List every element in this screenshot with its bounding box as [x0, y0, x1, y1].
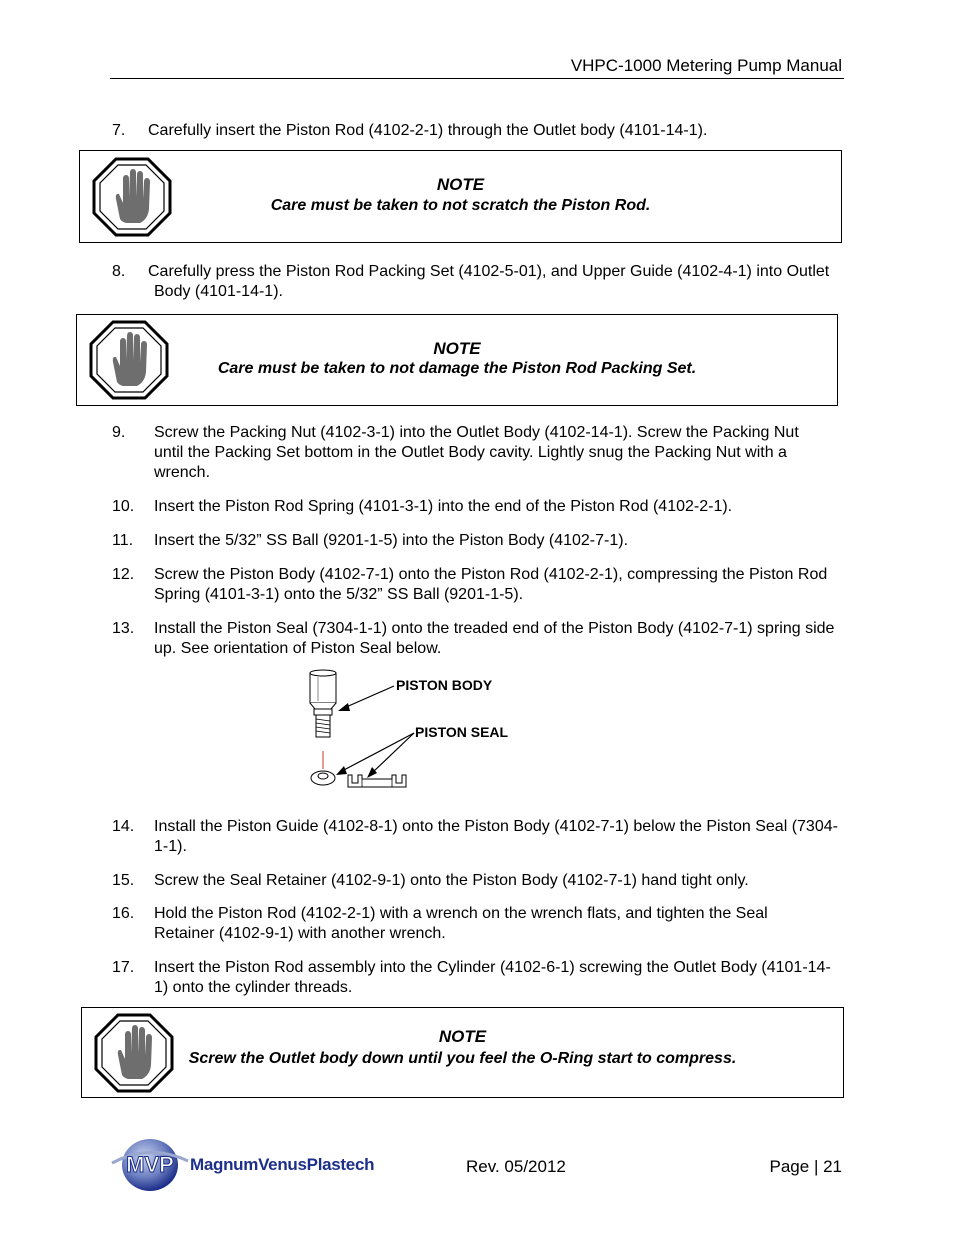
- step-9: [112, 423, 832, 483]
- note-box-3: [81, 1007, 844, 1098]
- piston-seal-label: PISTON SEAL: [415, 724, 509, 740]
- company-logo: [110, 1135, 400, 1195]
- step-number: 7.: [112, 122, 126, 139]
- step-15: [112, 871, 852, 891]
- step-text: Install the Piston Seal (7304-1-1) onto the treaded end of the Piston Body (4102-7-1) spring side up. See orientation of Piston Seal below.: [154, 620, 835, 657]
- step-text: Insert the Piston Rod assembly into the Cylinder (4102-6-1) screwing the Outlet Body (4101-14-1) onto the cylinder threads.: [154, 959, 831, 996]
- revision-date: Rev. 05/2012: [466, 1157, 566, 1176]
- step-text: Screw the Packing Nut (4102-3-1) into the Outlet Body (4102-14-1). Screw the Packing Nut until the Packing Set bottom in the Outlet Body cavity. Lightly snug the Packing Nut with a wrench.: [154, 424, 799, 481]
- step-8: [112, 262, 852, 302]
- step-text: Screw the Piston Body (4102-7-1) onto the Piston Rod (4102-2-1), compressing the Piston Rod Spring (4101-3-1) onto the 5/32” SS Ball (9201-1-5).: [154, 566, 828, 603]
- step-text: Hold the Piston Rod (4102-2-1) with a wrench on the wrench flats, and tighten the Seal Retainer (4102-9-1) with another wrench.: [154, 905, 768, 942]
- document-title: VHPC-1000 Metering Pump Manual: [570, 56, 842, 75]
- step-number: 16.: [112, 905, 135, 922]
- step-number: 15.: [112, 872, 135, 889]
- header-rule: [110, 78, 844, 79]
- step-text: Carefully insert the Piston Rod (4102-2-1) through the Outlet body (4101-14-1).: [148, 122, 708, 139]
- step-text: Install the Piston Guide (4102-8-1) onto the Piston Body (4102-7-1) below the Piston Seal (7304-1-1).: [154, 818, 838, 855]
- step-number: 13.: [112, 620, 135, 637]
- step-number: 12.: [112, 566, 135, 583]
- step-number: 11.: [112, 532, 134, 549]
- note-title: NOTE: [438, 1027, 487, 1046]
- note-title: NOTE: [436, 175, 485, 194]
- step-number: 9.: [112, 424, 126, 441]
- page-number: Page | 21: [769, 1157, 842, 1176]
- step-text: Carefully press the Piston Rod Packing Set (4102-5-01), and Upper Guide (4102-4-1) into Outlet Body (4101-14-1).: [148, 263, 830, 300]
- logo-letters: MVP: [126, 1152, 174, 1177]
- step-12: [112, 565, 852, 605]
- step-text: Screw the Seal Retainer (4102-9-1) onto the Piston Body (4102-7-1) hand tight only.: [154, 872, 749, 889]
- step-17: [112, 958, 832, 998]
- step-number: 14.: [112, 818, 135, 835]
- step-13: [112, 619, 852, 659]
- step-10: [112, 497, 852, 517]
- step-number: 17.: [112, 959, 135, 976]
- note-box-2: [76, 314, 838, 406]
- company-name: MagnumVenusPlastech: [190, 1155, 375, 1174]
- step-7: [112, 121, 852, 141]
- step-text: Insert the 5/32” SS Ball (9201-1-5) into the Piston Body (4102-7-1).: [154, 532, 629, 549]
- mvp-globe-icon: [110, 1135, 190, 1195]
- piston-body-label: PISTON BODY: [396, 677, 493, 693]
- step-number: 10.: [112, 498, 135, 515]
- step-number: 8.: [112, 263, 126, 280]
- step-text: Insert the Piston Rod Spring (4101-3-1) into the end of the Piston Rod (4102-2-1).: [154, 498, 733, 515]
- step-11: [112, 531, 852, 551]
- note-text: Screw the Outlet body down until you feel the O-Ring start to compress.: [188, 1050, 737, 1067]
- step-14: [112, 817, 842, 857]
- step-16: [112, 904, 832, 944]
- note-title: NOTE: [433, 339, 481, 358]
- note-text: Care must be taken to not scratch the Piston Rod.: [270, 197, 651, 214]
- note-box-1: [79, 150, 842, 243]
- piston-seal-diagram: [300, 665, 540, 795]
- note-text: Care must be taken to not damage the Piston Rod Packing Set.: [217, 360, 697, 377]
